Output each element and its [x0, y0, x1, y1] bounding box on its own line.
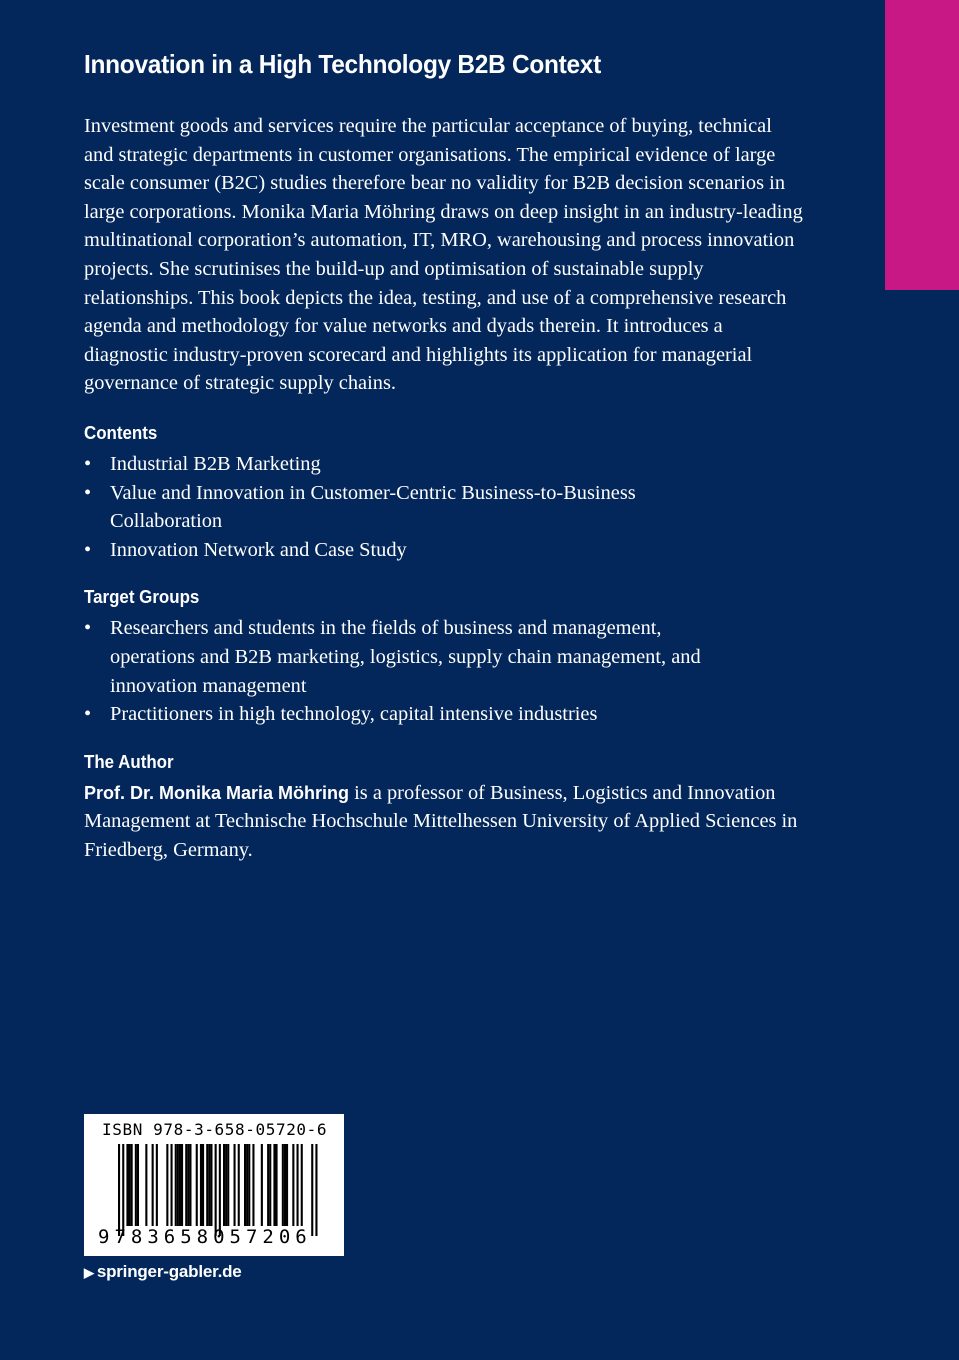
barcode-bar [227, 1144, 229, 1226]
barcode-digits: 9783658057206 [98, 1226, 312, 1248]
isbn-barcode [84, 1114, 344, 1256]
author-name: Prof. Dr. Monika Maria Möhring [84, 782, 350, 803]
magenta-accent-bar [885, 0, 959, 290]
barcode-bar [282, 1144, 284, 1226]
barcode-bar [297, 1144, 299, 1226]
barcode-bar [196, 1144, 198, 1226]
barcode-bar [225, 1144, 227, 1226]
barcode-bar [145, 1144, 147, 1226]
author-section [84, 748, 804, 865]
barcode-bar [273, 1144, 275, 1226]
barcode-bar [244, 1144, 246, 1226]
list-item: • Researchers and students in the fields of business and management, operations and B2B marketing, logistics, supply chain management, and innovation management [84, 614, 735, 700]
isbn-label: ISBN 978-3-658-05720-6 [102, 1120, 328, 1139]
barcode-guard-bar [215, 1144, 217, 1236]
barcode-bar [181, 1144, 183, 1226]
barcode-bar [177, 1144, 179, 1226]
barcode-bar [286, 1144, 288, 1226]
barcode-bar [202, 1144, 204, 1226]
barcode-bar [166, 1144, 168, 1226]
barcode-bar [200, 1144, 202, 1226]
list-item: • Value and Innovation in Customer-Centric Business-to-Business Collaboration [84, 479, 710, 536]
contents-section [84, 419, 804, 564]
barcode-guard-bar [122, 1144, 124, 1236]
publisher-website[interactable] [84, 1262, 242, 1282]
barcode-bar [175, 1144, 177, 1226]
barcode-bar [152, 1144, 154, 1226]
barcode-bar [135, 1144, 137, 1226]
barcode-bar [208, 1144, 210, 1226]
list-item: • Practitioners in high technology, capital intensive industries [84, 700, 804, 729]
barcode-bar [187, 1144, 189, 1226]
barcode-bar [131, 1144, 133, 1226]
contents-heading: Contents [84, 422, 158, 443]
contents-list [84, 450, 804, 564]
barcode-guard-bar [315, 1144, 317, 1236]
barcode-bar [206, 1144, 208, 1226]
list-item: • Innovation Network and Case Study [84, 536, 804, 565]
barcode-bar [137, 1144, 139, 1226]
barcode-bar [246, 1144, 248, 1226]
author-heading: The Author [84, 751, 174, 772]
barcode-bar [179, 1144, 181, 1226]
barcode-bar [248, 1144, 250, 1226]
barcode-bar [185, 1144, 187, 1226]
barcode-bar [156, 1144, 158, 1226]
barcode-bar [301, 1144, 303, 1226]
barcode-bar [126, 1144, 128, 1226]
barcode-bar [267, 1144, 269, 1226]
barcode-bar [284, 1144, 286, 1226]
barcode-bar [210, 1144, 212, 1226]
list-item: • Industrial B2B Marketing [84, 450, 804, 479]
barcode-bar [171, 1144, 173, 1226]
barcode-guard-bar [118, 1144, 120, 1236]
barcode-bar [269, 1144, 271, 1226]
barcode-bar [129, 1144, 131, 1226]
barcode-bar [252, 1144, 254, 1226]
author-bio [84, 779, 804, 865]
barcode-guard-bar [311, 1144, 313, 1236]
target-groups-heading: Target Groups [84, 587, 200, 608]
barcode-guard-bar [219, 1144, 221, 1236]
barcode-bar [276, 1144, 278, 1226]
target-groups-list [84, 614, 804, 728]
website-label: springer-gabler.de [96, 1262, 242, 1281]
back-cover-content [84, 44, 804, 864]
arrow-right-icon: ▶ [84, 1265, 94, 1280]
author-bio-text: is a professor of Business, Logistics and Innovation Management at Technische Hochschule Mittelhessen University of Applied Sciences in Friedberg, Germany. [84, 781, 798, 861]
book-blurb: Investment goods and services require the particular acceptance of buying, technical and strategic departments in customer organisations. The empirical evidence of large scale consumer (B2C) studies therefore bear no validity for B2B decision scenarios in large corporations. Monika Maria Möhring draws on deep insight in an industry-leading multinational corporation’s automation, IT, MRO, warehousing and process innovation projects. She scrutinises the build-up and optimisation of sustainable supply relationships. This book depicts the idea, testing, and use of a comprehensive research agenda and methodology for value networks and dyads therein. It introduces a diagnostic industry-proven scorecard and highlights its application for managerial governance of strategic supply chains. [84, 115, 803, 395]
barcode-bar [223, 1144, 225, 1226]
barcode-bar [234, 1144, 236, 1226]
barcode-bar [261, 1144, 263, 1226]
book-title: Innovation in a High Technology B2B Context [84, 49, 601, 79]
target-groups-section [84, 583, 804, 728]
barcode-bar [238, 1144, 240, 1226]
barcode-bar [189, 1144, 191, 1226]
barcode-bar [292, 1144, 294, 1226]
